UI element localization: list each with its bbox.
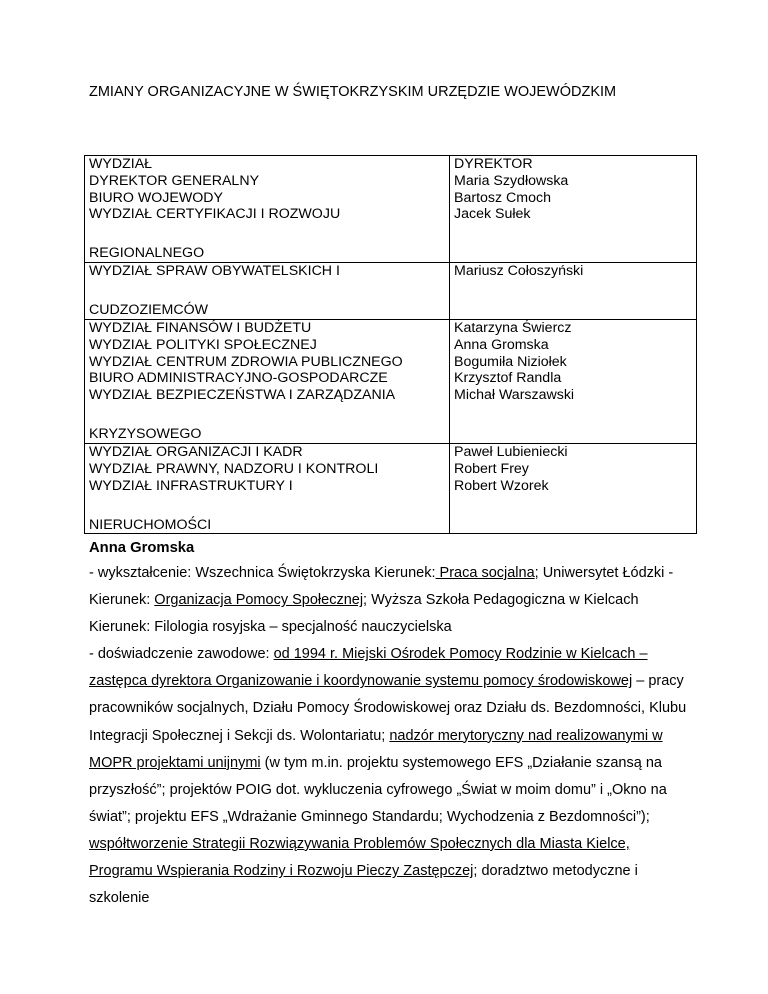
organization-table (84, 155, 697, 534)
table-row (85, 156, 697, 263)
experience-mopr-role: od 1994 r. Miejski Ośrodek Pomocy Rodzinie w Kielcach – zastępca dyrektora Organizowanie i koordynowanie systemu pomocy środowiskowej (89, 646, 648, 690)
department-name: WYDZIAŁ CERTYFIKACJI I ROZWOJU (89, 206, 341, 223)
department-name: BIURO WOJEWODY (89, 189, 223, 206)
director-name: Jacek Sułek (454, 206, 531, 223)
education-text: ; Uniwersytet Łódzki - Kierunek: (89, 565, 674, 609)
director-name: Bartosz Cmoch (454, 189, 551, 206)
department-name: REGIONALNEGO (89, 245, 205, 262)
department-cell (85, 443, 450, 533)
department-name: CUDZOZIEMCÓW (89, 302, 209, 319)
department-name: WYDZIAŁ POLITYKI SPOŁECZNEJ (89, 336, 317, 353)
department-name: NIERUCHOMOŚCI (89, 516, 212, 533)
table-row (85, 443, 697, 533)
department-name: WYDZIAŁ ORGANIZACJI I KADR (89, 443, 303, 460)
experience-paragraph (89, 641, 689, 912)
department-name: WYDZIAŁ INFRASTRUKTURY I (89, 477, 293, 494)
director-cell (450, 156, 697, 263)
director-name: Mariusz Cołoszyński (454, 263, 584, 280)
department-cell (85, 263, 450, 320)
director-cell (450, 443, 697, 533)
experience-strategy: współtworzenie Strategii Rozwiązywania Problemów Społecznych dla Miasta Kielce, Programu Wspierania Rodziny i Rozwoju Pieczy Zastępczej (89, 835, 630, 880)
department-name: KRYZYSOWEGO (89, 426, 202, 443)
department-name: WYDZIAŁ BEZPIECZEŃSTWA I ZARZĄDZANIA (89, 387, 396, 404)
education-paragraph (89, 560, 689, 641)
director-name: Robert Frey (454, 460, 529, 477)
department-name: WYDZIAŁ SPRAW OBYWATELSKICH I (89, 263, 340, 280)
experience-eu-projects: nadzór merytoryczny nad realizowanymi w MOPR projektami unijnymi (89, 727, 663, 771)
director-name: Bogumiła Niziołek (454, 353, 567, 370)
department-name: DYREKTOR GENERALNY (89, 172, 260, 189)
department-cell (85, 319, 450, 443)
education-text: ; Wyższa Szkoła Pedagogiczna w Kielcach Kierunek: Filologia rosyjska – specjalność nauczycielska (89, 592, 639, 636)
director-cell (450, 319, 697, 443)
department-name: WYDZIAŁ PRAWNY, NADZORU I KONTROLI (89, 460, 379, 477)
experience-text: – pracy pracowników socjalnych, Działu Pomocy Środowiskowej oraz Działu ds. Bezdomności, Klubu Integracji Społecznej i Sekcji ds. Wolontariatu; (89, 673, 687, 744)
department-name: WYDZIAŁ CENTRUM ZDROWIA PUBLICZNEGO (89, 353, 403, 370)
experience-text: - doświadczenie zawodowe: (89, 646, 274, 663)
director-name: Paweł Lubieniecki (454, 443, 568, 460)
director-name: Michał Warszawski (454, 387, 575, 404)
director-name: DYREKTOR (454, 156, 533, 172)
director-cell (450, 263, 697, 320)
experience-text: (w tym m.in. projektu systemowego EFS „Działanie szansą na przyszłość”; projektów POIG dot. wykluczenia cyfrowego „Świat w moim domu” i „Okno na świat”; projektu EFS „Wdrażanie Gminnego Standardu; Wychodzenia z Bezdomności”); (89, 754, 667, 825)
department-name: BIURO ADMINISTRACYJNO-GOSPODARCZE (89, 370, 388, 387)
table-row (85, 319, 697, 443)
director-name: Maria Szydłowska (454, 172, 569, 189)
director-name: Anna Gromska (454, 336, 549, 353)
bio-name: Anna Gromska (89, 540, 195, 556)
table-row (85, 263, 697, 320)
director-name: Krzysztof Randla (454, 370, 562, 387)
experience-text: ; doradztwo metodyczne i szkolenie (89, 863, 638, 907)
education-text: - wykształcenie: Wszechnica Świętokrzyska Kierunek: (89, 565, 436, 581)
department-cell (85, 156, 450, 263)
bio-section (89, 540, 689, 912)
education-field-social-aid: Organizacja Pomocy Społecznej (154, 592, 364, 609)
department-name: WYDZIAŁ (89, 156, 153, 172)
education-field-social-work: Praca socjalna (435, 565, 535, 581)
document-title: ZMIANY ORGANIZACYJNE W ŚWIĘTOKRZYSKIM URZĘDZIE WOJEWÓDZKIM (89, 84, 617, 100)
director-name: Robert Wzorek (454, 477, 549, 494)
director-name: Katarzyna Świercz (454, 319, 572, 336)
department-name: WYDZIAŁ FINANSÓW I BUDŻETU (89, 319, 312, 336)
